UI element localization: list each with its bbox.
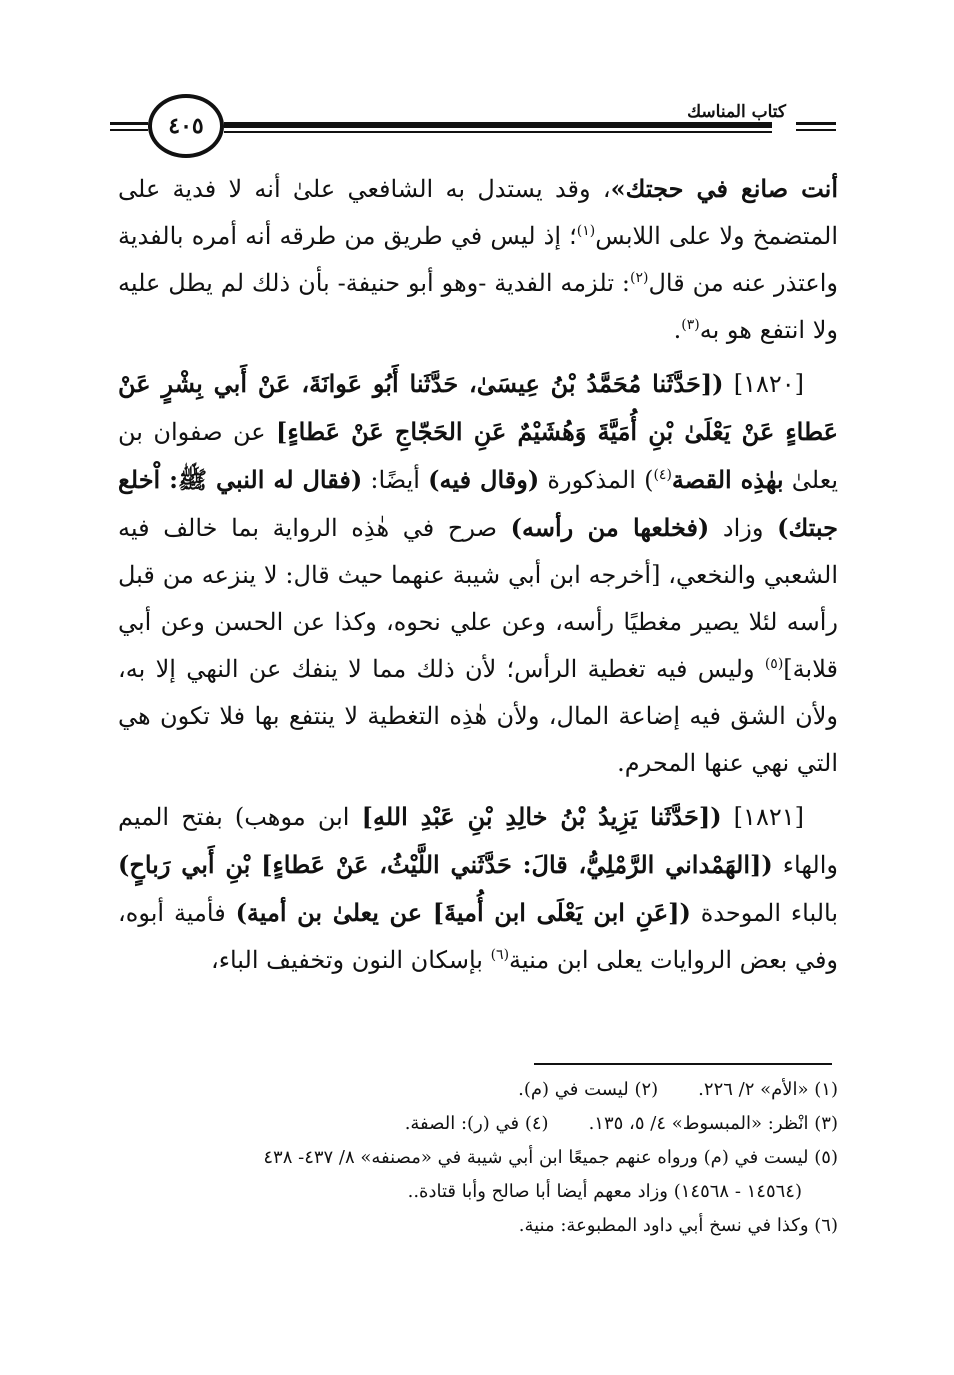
- footnote-ref[interactable]: (٣): [681, 317, 700, 333]
- page-number: ٤٠٥: [148, 94, 224, 158]
- footnote-6: (٦) وكذا في نسخ أبي داود المطبوعة: منية.: [518, 1215, 838, 1236]
- text: وليس فيه تغطية الرأس؛ لأن ذلك مما لا ينفك عن النهي إلا به، ولأن الشق فيه إضاعة المال، ولأن هٰذِه التغطية لا ينتفع بها فلا تكون هي التي نهي عنها المحرم.: [118, 655, 838, 777]
- body-text: [118, 165, 838, 990]
- paragraph-1: [118, 165, 838, 354]
- footnote-ref[interactable]: (١): [576, 223, 596, 239]
- bold-phrase: (فخلعها من رأسه): [510, 513, 710, 542]
- text: صرح في هٰذِه الرواية بما خالف فيه الشعبي والنخعي، [أخرجه ابن أبي شيبة عنهما حيث قال: لا ينزعه من قبل رأسه لئلا يصير مغطيًا رأسه، وعن علي نحوه، وكذا عن الحسن وعن أبي قلابة]: [118, 514, 838, 683]
- paragraph-1820: [118, 360, 838, 787]
- text: عن صفوان بن يعلىٰ: [118, 418, 838, 494]
- paragraph-1821: [118, 793, 838, 984]
- footnote-3: (٣) انْظر: «المبسوط» ٤/ ٥، ١٣٥.: [588, 1113, 838, 1134]
- footnote-5-continued: (١٤٥٦٤ - ١٤٥٦٨) وزاد معهم أيضا أبا صالح وأبا قتادة..: [407, 1181, 802, 1202]
- text: ) المذكورة: [539, 466, 654, 494]
- text: وزاد: [709, 514, 778, 542]
- bold-phrase: بهٰذِه القصة: [671, 465, 784, 494]
- footnote-row: [118, 1073, 838, 1107]
- footnote-2: (٢) ليست في (م).: [518, 1079, 659, 1100]
- bold-phrase: ([حَدَّثَنا مُحَمَّدُ بْنُ عِيسَىٰ، حَدَّثَنا أَبُو عَوانَةَ، عَنْ أَبي بِشْرٍ عَنْ عَطاءٍ عَنْ يَعْلَىٰ بْنِ أُمَيَّةَ وَهُشَيْمٌ عَنِ الحَجّاجِ عَنْ عَطاءٍ]: [118, 369, 839, 446]
- header-rule: [110, 122, 148, 125]
- footnote-ref[interactable]: (٦): [490, 947, 510, 963]
- footnote-ref[interactable]: (٢): [630, 270, 649, 286]
- page-header: [110, 92, 836, 162]
- header-rule: [796, 129, 836, 131]
- text: أيضًا:: [362, 466, 429, 494]
- bold-phrase: ([عَنِ ابن يَعْلَى ابن أُميةَ] عن يعلىٰ بن أمية): [235, 898, 691, 927]
- text: فأمية أبوه، وفي بعض الروايات يعلى ابن منية: [118, 899, 838, 974]
- header-rule: [224, 122, 772, 128]
- text: ؛ إذ ليس في طريق من طرقه أنه أمره بالفدية واعتذر عنه من قال: [118, 222, 838, 297]
- text: ابن موهب) بفتح الميم والهاء: [118, 803, 838, 879]
- bold-phrase: أنت صانع في حجتك»: [610, 174, 839, 203]
- bold-phrase: (وقال فيه): [428, 465, 540, 494]
- text: بالباء الموحدة: [690, 899, 839, 927]
- header-rule: [110, 129, 148, 131]
- header-rule: [796, 122, 836, 125]
- text: : تلزمه الفدية -وهو أبو حنيفة- بأن ذلك لم يطل عليه ولا انتفع هو به: [118, 269, 838, 344]
- footnote-ref[interactable]: (٥): [764, 656, 784, 672]
- text: بإسكان النون وتخفيف الباء،: [210, 946, 491, 974]
- hadith-number: [١٨٢١]: [733, 803, 804, 831]
- footnote-4: (٤) في (ر): الصفة.: [404, 1113, 549, 1134]
- footnote-row: [118, 1107, 838, 1141]
- running-title: كتاب المناسك: [681, 102, 792, 122]
- bold-phrase: ([حَدَّثَنا يَزِيدُ بْنُ خالِدِ بْنِ عَبْدِ اللهِ]: [361, 802, 722, 831]
- footnote-5: (٥) ليست في (م) ورواه عنهم جميعًا ابن أبي شيبة في «مصنفه» ٨/ ٤٣٧- ٤٣٨: [263, 1147, 838, 1168]
- footnotes: [118, 1073, 838, 1243]
- footnote-ref[interactable]: (٤): [653, 467, 672, 483]
- bold-phrase: (فقال له النبي ﷺ: اْخلع جبتك): [118, 465, 838, 542]
- text: ، وقد يستدل به الشافعي علىٰ أنه لا فدية على المتضمخ ولا على اللابس: [118, 175, 838, 250]
- footnote-1: (١) «الأم» ٢/ ٢٢٦.: [698, 1079, 838, 1100]
- hadith-number: [١٨٢٠]: [733, 370, 804, 398]
- bold-phrase: ([الهَمْداني الرَّمْلِيُّ، قالَ: حَدَّثَني اللَّيْثُ، عَنْ عَطاءٍ] بْنِ أَبي رَباحٍ): [118, 850, 773, 879]
- footnote-divider: [534, 1063, 832, 1065]
- header-rule: [224, 131, 772, 133]
- text: .: [673, 316, 682, 344]
